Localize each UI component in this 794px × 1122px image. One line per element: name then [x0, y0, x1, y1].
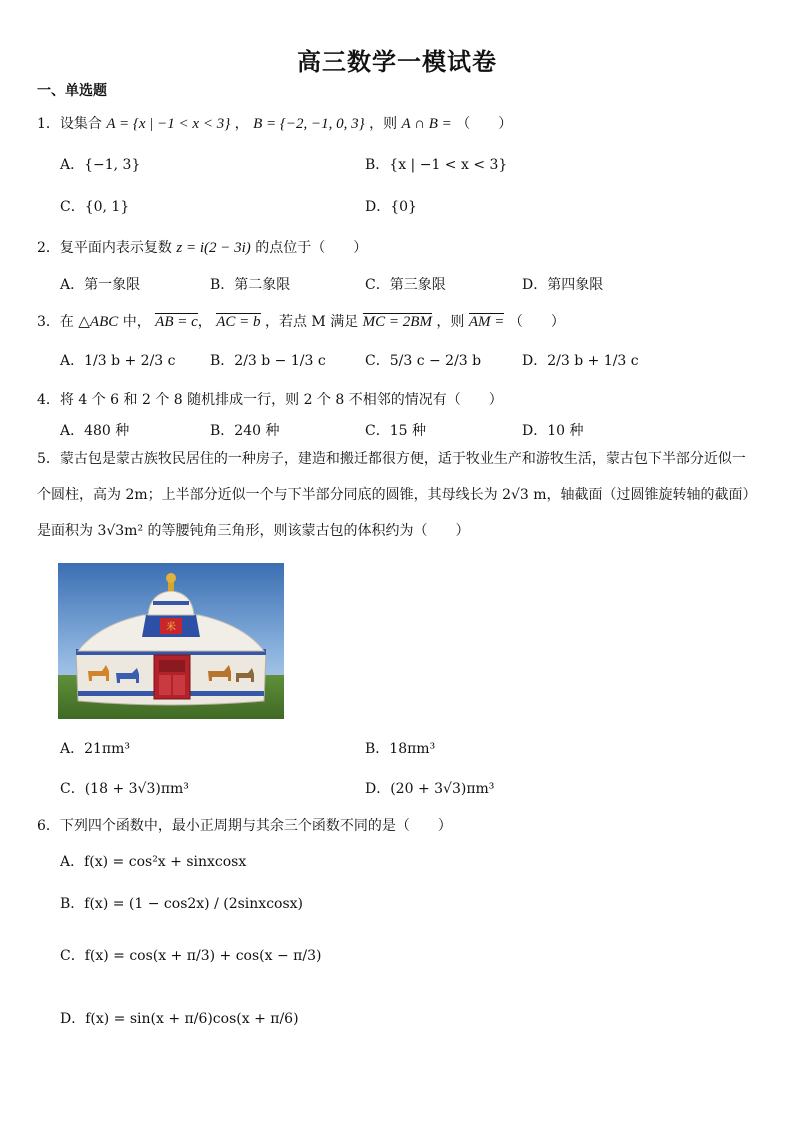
question-3: 3．在 △ABC 中， AB = c， AC = b ，若点 M 满足 MC = 2BM ，则 AM = （ ） [37, 314, 565, 330]
q3-option-a[interactable]: A．1/3 b + 2/3 c [60, 353, 176, 369]
question-3-text-mid: 中， [122, 314, 151, 330]
q4-option-b[interactable]: B．240 种 [210, 423, 280, 439]
question-1-text: 1．设集合 [37, 116, 102, 132]
q1-option-a[interactable]: A．{−1, 3} [60, 157, 141, 173]
q4-option-d[interactable]: D．10 种 [522, 423, 584, 439]
q4-option-a[interactable]: A．480 种 [60, 423, 130, 439]
section-heading: 一、单选题 [37, 83, 107, 99]
question-2-text-end: 的点位于（ ） [255, 240, 368, 256]
q6-option-b[interactable]: B．f(x) = (1 − cos2x) / (2sinxcosx) [60, 896, 304, 912]
q6-option-a[interactable]: A．f(x) = cos²x + sinxcosx [60, 854, 247, 870]
q2-option-c[interactable]: C．第三象限 [365, 277, 446, 293]
svg-text:米: 米 [166, 622, 176, 633]
q4-option-c[interactable]: C．15 种 [365, 423, 426, 439]
page-title: 高三数学一模试卷 [297, 48, 497, 76]
q2-option-a[interactable]: A．第一象限 [60, 277, 141, 293]
triangle-label: △ABC [78, 314, 119, 330]
question-2-text: 2．复平面内表示复数 [37, 240, 172, 256]
question-3-text-end: ，则 [436, 314, 465, 330]
question-3-text-mid2: ，若点 M 满足 [264, 314, 359, 330]
q1-option-d[interactable]: D．{0} [365, 199, 417, 215]
question-4: 4．将 4 个 6 和 2 个 8 随机排成一行，则 2 个 8 不相邻的情况有（ ） [37, 392, 503, 408]
set-b-formula: B = {−2, −1, 0, 3} [253, 116, 365, 132]
vector-ab-condition: AB = c [155, 314, 198, 330]
q5-option-c[interactable]: C．(18 + 3√3)πm³ [60, 781, 189, 797]
yurt-photo [58, 563, 284, 719]
vector-am-ask: AM = [468, 314, 505, 330]
answer-blank: （ ） [456, 116, 513, 132]
separator: ， [234, 116, 249, 132]
q5-option-a[interactable]: A．21πm³ [60, 741, 131, 757]
q1-option-c[interactable]: C．{0, 1} [60, 199, 130, 215]
answer-blank: （ ） [508, 314, 565, 330]
vector-mc-condition: MC = 2BM [362, 314, 432, 330]
q1-option-b[interactable]: B．{x | −1 < x < 3} [365, 157, 508, 173]
intersection-expr: A ∩ B = [401, 116, 452, 132]
complex-formula: z = i(2 − 3i) [176, 240, 251, 256]
question-6: 6．下列四个函数中，最小正周期与其余三个函数不同的是（ ） [37, 818, 452, 834]
q2-option-d[interactable]: D．第四象限 [522, 277, 604, 293]
set-a-formula: A = {x | −1 < x < 3} [106, 116, 231, 132]
question-1 [37, 113, 512, 133]
q2-option-b[interactable]: B．第二象限 [210, 277, 291, 293]
q3-option-d[interactable]: D．2/3 b + 1/3 c [522, 353, 639, 369]
vector-ac-condition: AC = b [216, 314, 261, 330]
q6-option-d[interactable]: D．f(x) = sin(x + π/6)cos(x + π/6) [60, 1011, 299, 1027]
q5-option-d[interactable]: D．(20 + 3√3)πm³ [365, 781, 495, 797]
q6-option-c[interactable]: C．f(x) = cos(x + π/3) + cos(x − π/3) [60, 948, 322, 964]
question-2 [37, 237, 367, 257]
q5-option-b[interactable]: B．18πm³ [365, 741, 436, 757]
question-3-text: 3．在 [37, 314, 74, 330]
q3-option-b[interactable]: B．2/3 b − 1/3 c [210, 353, 326, 369]
question-5: 5．蒙古包是蒙古族牧民居住的一种房子，建造和搬迁都很方便，适于牧业生产和游牧生活，蒙古包下半部分近似一个圆柱，高为 2m；上半部分近似一个与下半部分同底的圆锥，其母线长为 2√3 m，轴截面（过圆锥旋转轴的截面）是面积为 3√3m² 的等腰钝角三角形，则该蒙古包的体积约为（ ） [37, 451, 750, 539]
q3-option-c[interactable]: C．5/3 c − 2/3 b [365, 353, 482, 369]
connector-text: ，则 [369, 116, 398, 132]
